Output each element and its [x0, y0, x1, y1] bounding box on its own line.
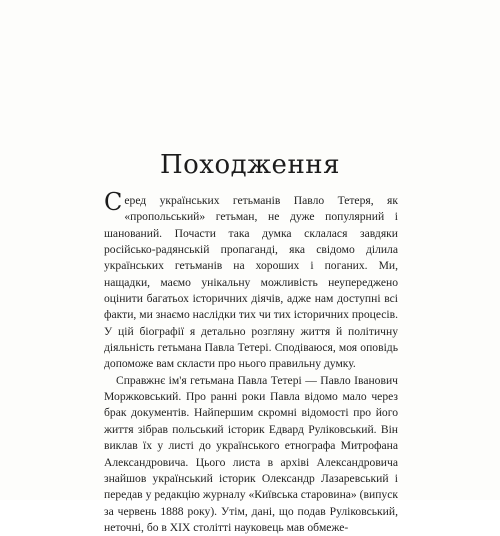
paragraph-1 [104, 188, 398, 373]
paragraph-1-text: еред українських гетьманів Павло Тетеря, як «пропольський» гетьман, не дуже популярний і шанований. Почасти така думка склалася завдяки російсько-радянській пропаганді, яка свідомо ділила українських гетьманів на хороших і поганих. Ми, нащадки, маємо унікальну можливість неупереджено оцінити багатьох історичних діячів, адже нам доступні всі факти, ми знаємо наслідки тих чи тих історичних процесів. У цій біографії я детально розгляну життя й політичну діяльність гетьмана Павла Тетері. Сподіваюся, моя оповідь допоможе вам скласти про нього правильну думку. [104, 194, 398, 371]
chapter-title: Походження [159, 150, 341, 180]
paragraph-2: Справжнє ім'я гетьмана Павла Тетері — Павло Іванович Моржковський. Про ранні роки Павла відомо мало через брак документів. Найпершим скромні відомості про його життя зібрав польський історик Едвард Руліковський. Він виклав їх у листі до українського етнографа Митрофана Александровича. Цього листа в архіві Александровича знайшов український історик Олександр Лазаревський і передав у редакцію журналу «Київська старовина» (випуск за червень 1888 року). Утім, дані, що подав Руліковський, неточні, бо в XIX столітті науковець мав обмеже- [104, 373, 398, 534]
drop-cap-letter: С [104, 188, 123, 216]
chapter-body [104, 188, 398, 536]
